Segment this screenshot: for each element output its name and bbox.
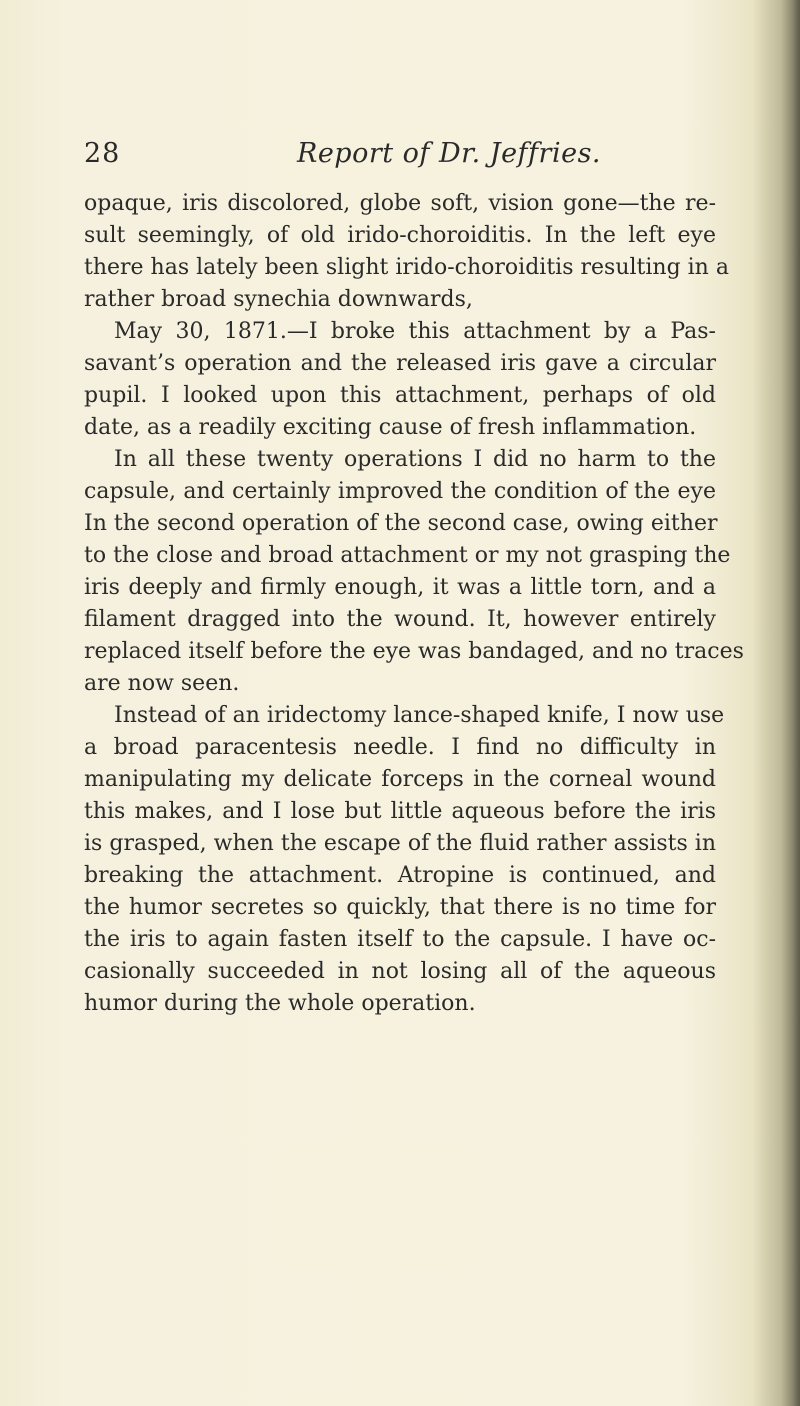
text-line: rather broad synechia downwards, <box>84 287 473 312</box>
text-line: breaking the attachment. Atropine is continued, and <box>84 863 716 888</box>
text-line: casionally succeeded in not losing all of the aqueous <box>84 959 716 984</box>
text-line: sult seemingly, of old irido-choroiditis. In the left eye <box>84 223 716 248</box>
text-line: to the close and broad attachment or my not grasping the <box>84 543 731 568</box>
text-line: this makes, and I lose but little aqueous before the iris <box>84 799 716 824</box>
text-line: the iris to again fasten itself to the capsule. I have oc- <box>84 927 716 952</box>
text-line: savant’s operation and the released iris gave a circular <box>84 351 716 376</box>
text-line: Instead of an iridectomy lance-shaped knife, I now use <box>114 703 725 728</box>
running-head: Report of Dr. Jeffries. <box>296 138 602 169</box>
text-line: there has lately been slight irido-choroiditis resulting in a <box>84 255 729 280</box>
text-line: pupil. I looked upon this attachment, perhaps of old <box>84 383 716 408</box>
page-edge-shadow <box>752 0 800 1406</box>
text-line: the humor secretes so quickly, that there is no time for <box>84 895 716 920</box>
text-line: a broad paracentesis needle. I find no difficulty in <box>84 735 716 760</box>
text-line: are now seen. <box>84 671 240 696</box>
text-line: replaced itself before the eye was bandaged, and no traces <box>84 639 744 664</box>
text-line: capsule, and certainly improved the condition of the eye <box>84 479 716 504</box>
text-line: iris deeply and firmly enough, it was a little torn, and a <box>84 575 716 600</box>
body-text <box>84 188 744 1020</box>
text-line: In the second operation of the second case, owing either <box>84 511 718 536</box>
page-number: 28 <box>84 138 121 169</box>
text-line: date, as a readily exciting cause of fresh inflammation. <box>84 415 697 440</box>
text-line: opaque, iris discolored, globe soft, vision gone—the re- <box>84 191 716 216</box>
text-line: filament dragged into the wound. It, however entirely <box>84 607 716 632</box>
text-line: May 30, 1871.—I broke this attachment by a Pas- <box>114 319 716 344</box>
text-line: is grasped, when the escape of the fluid rather assists in <box>84 831 716 856</box>
text-line: humor during the whole operation. <box>84 991 476 1016</box>
text-line: manipulating my delicate forceps in the corneal wound <box>84 767 716 792</box>
page-header <box>84 138 716 172</box>
text-line: In all these twenty operations I did no harm to the <box>114 447 716 472</box>
